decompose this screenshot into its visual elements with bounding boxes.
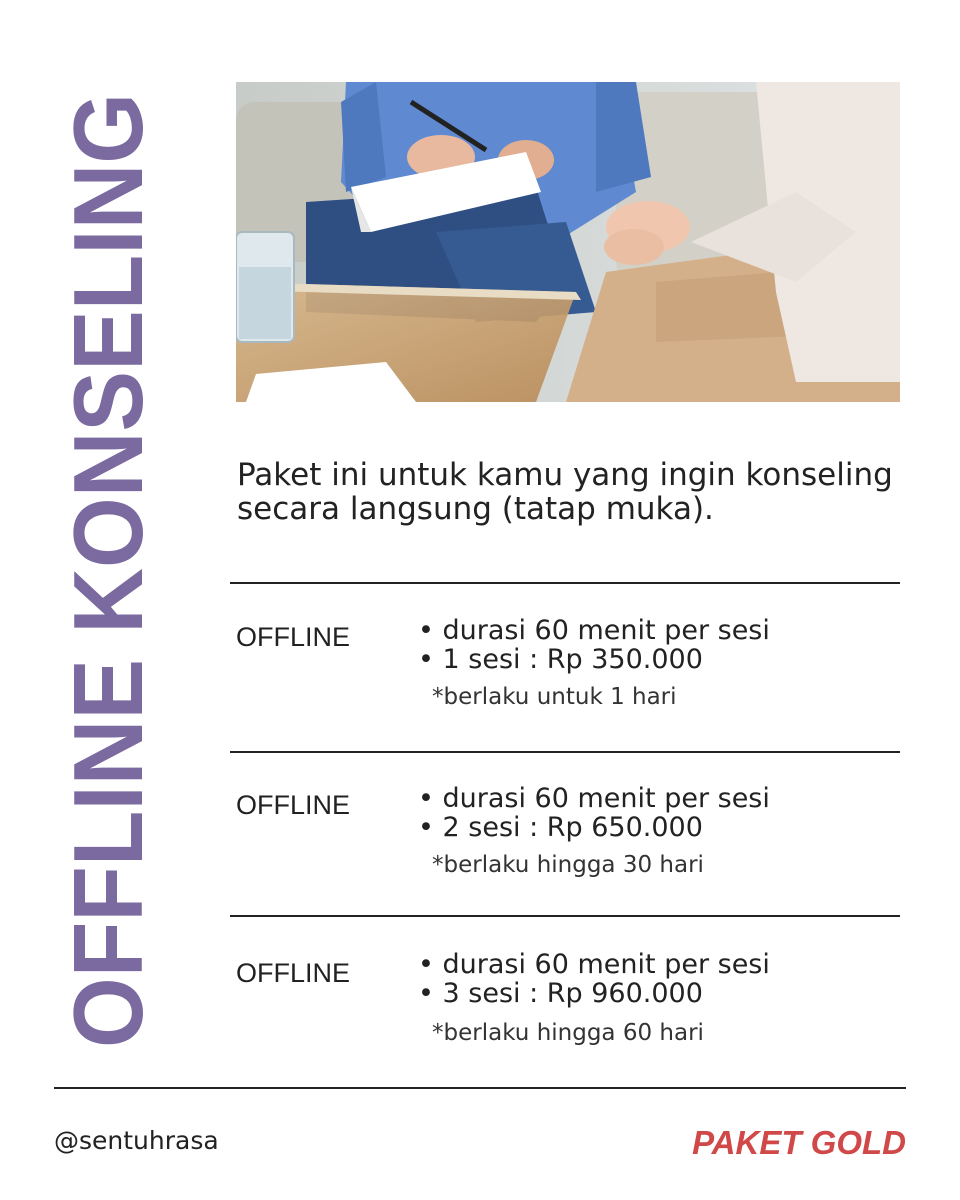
divider — [230, 915, 900, 917]
package-details — [418, 616, 770, 674]
vertical-title — [0, 0, 210, 1080]
package-note: *berlaku hingga 60 hari — [432, 1020, 704, 1046]
package-duration: • durasi 60 menit per sesi — [418, 783, 770, 814]
package-price: • 3 sesi : Rp 960.000 — [418, 978, 703, 1009]
package-duration: • durasi 60 menit per sesi — [418, 949, 770, 980]
social-handle: @sentuhrasa — [54, 1126, 219, 1155]
intro-line-2: secara langsung (tatap muka). — [237, 491, 714, 527]
divider — [230, 751, 900, 753]
package-details — [418, 950, 770, 1008]
vertical-title-text: OFFLINE KONSELING — [53, 19, 163, 1048]
counseling-photo — [236, 82, 900, 402]
package-label: OFFLINE — [236, 622, 351, 652]
package-price: • 1 sesi : Rp 350.000 — [418, 644, 703, 675]
package-tier-label: PAKET GOLD — [692, 1124, 906, 1161]
package-note: *berlaku untuk 1 hari — [432, 684, 677, 710]
divider — [54, 1087, 906, 1089]
package-price: • 2 sesi : Rp 650.000 — [418, 812, 703, 843]
intro-line-1: Paket ini untuk kamu yang ingin konseling — [237, 457, 893, 493]
package-note: *berlaku hingga 30 hari — [432, 852, 704, 878]
package-label: OFFLINE — [236, 790, 351, 820]
package-label: OFFLINE — [236, 958, 351, 988]
package-details — [418, 784, 770, 842]
intro-text — [237, 458, 917, 526]
divider — [230, 582, 900, 584]
package-duration: • durasi 60 menit per sesi — [418, 615, 770, 646]
